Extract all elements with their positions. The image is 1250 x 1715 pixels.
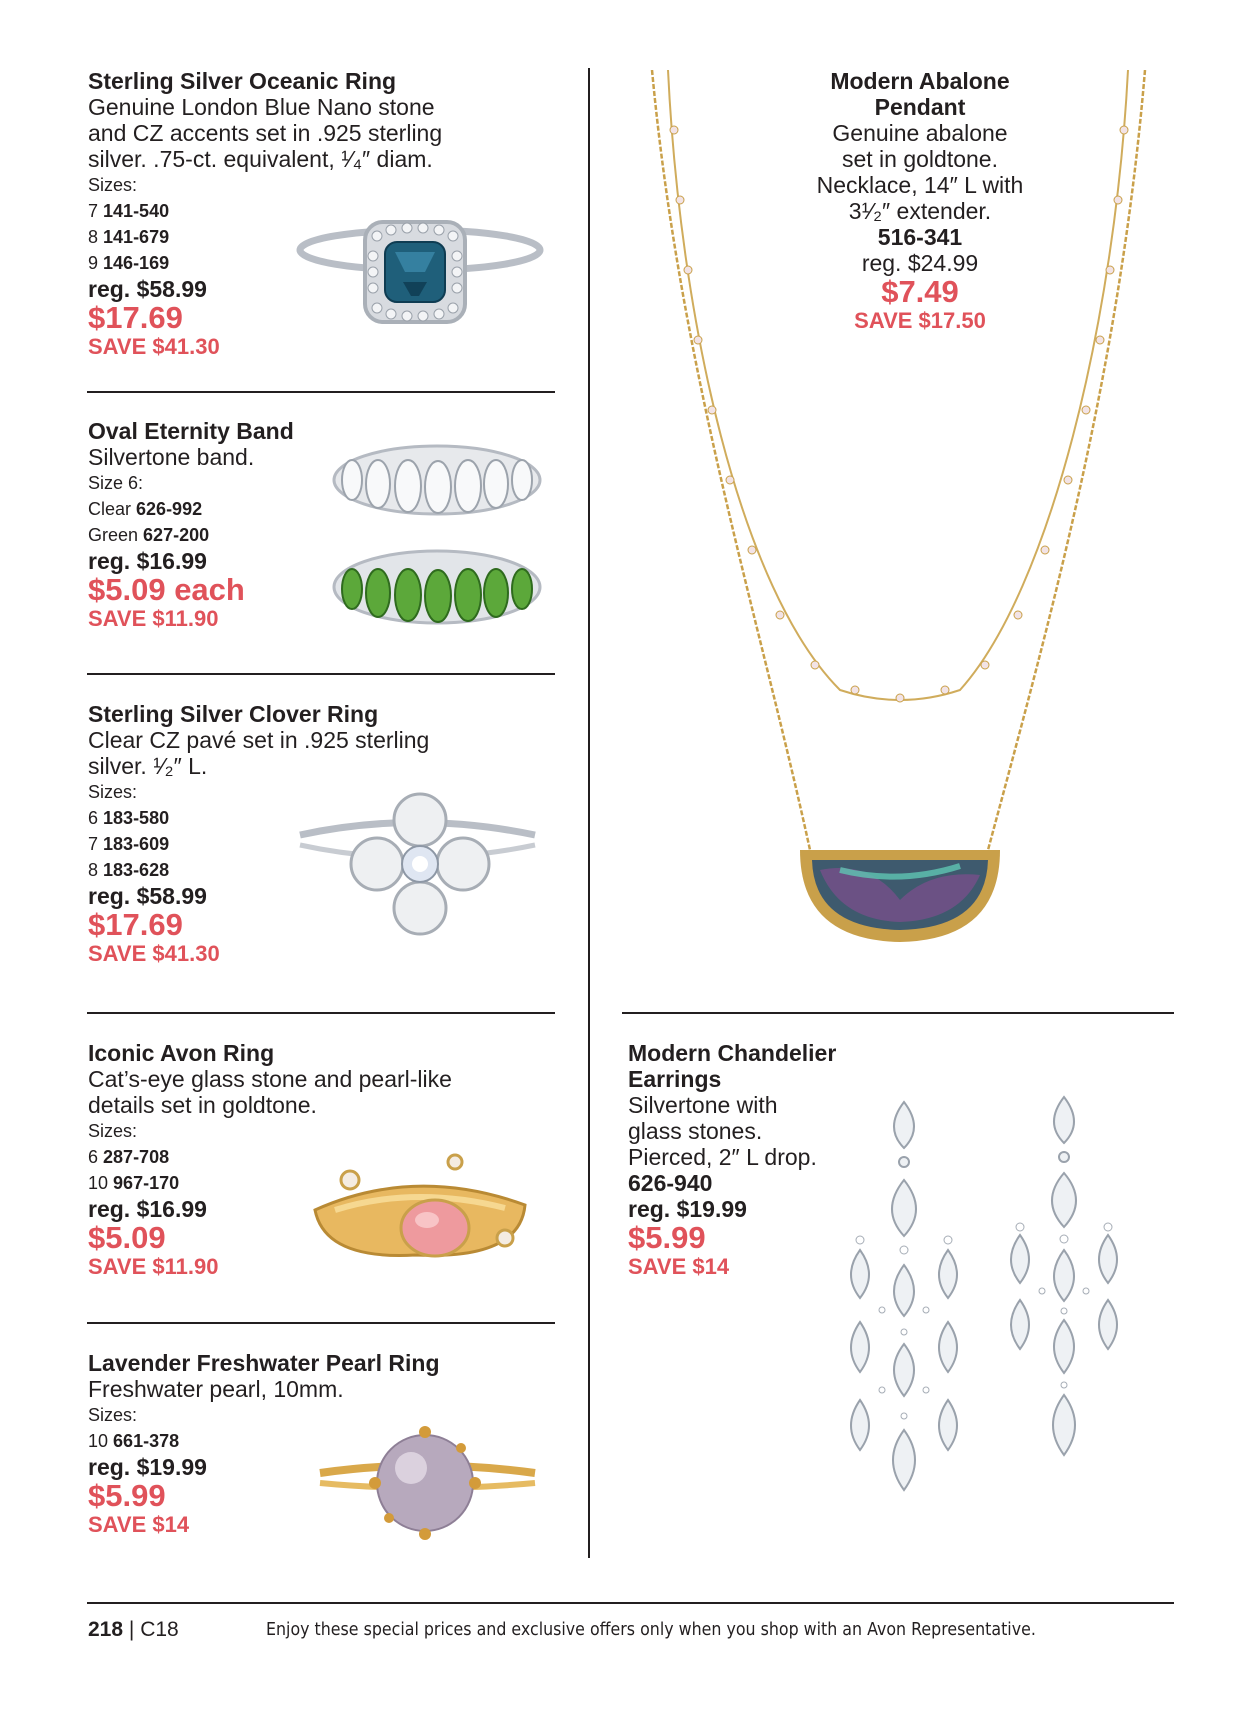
product-desc-line: Silvertone band. xyxy=(88,444,255,470)
regular-price: reg. $16.99 xyxy=(88,548,207,574)
product-desc-line: silver. .75-ct. equivalent, ¹⁄₄″ diam. xyxy=(88,146,433,172)
product-desc-line: Necklace, 14″ L with xyxy=(816,172,1024,198)
savings: SAVE $14 xyxy=(628,1254,730,1279)
sizes-label: Sizes: xyxy=(88,1121,138,1141)
footer-tagline: Enjoy these special prices and exclusive offers only when you shop with an Avon Representative. xyxy=(266,1619,1036,1640)
option-label: 7 xyxy=(88,201,99,221)
option-label: 6 xyxy=(88,1147,99,1167)
item-code: 146-169 xyxy=(103,253,170,273)
separator: | xyxy=(128,1618,135,1641)
item-code: 967-170 xyxy=(113,1173,180,1193)
sale-price: $5.99 xyxy=(88,1478,166,1513)
sizes-label: Sizes: xyxy=(88,175,138,195)
product-desc-line: 3¹⁄₂″ extender. xyxy=(848,198,992,224)
item-code: 626-992 xyxy=(136,499,203,519)
eternity-band-clear-image xyxy=(330,440,545,520)
regular-price: reg. $58.99 xyxy=(88,276,207,302)
item-code: 141-540 xyxy=(103,201,170,221)
option-label: 9 xyxy=(88,253,99,273)
divider xyxy=(87,391,555,393)
savings: SAVE $11.90 xyxy=(88,606,219,631)
product-desc-line: set in goldtone. xyxy=(841,146,998,172)
clover-ring-image xyxy=(295,790,540,940)
earring-right-image xyxy=(1000,1095,1140,1475)
savings: SAVE $17.50 xyxy=(854,308,986,333)
divider xyxy=(87,673,555,675)
savings: SAVE $11.90 xyxy=(88,1254,219,1279)
item-code: 516-341 xyxy=(877,224,963,250)
regular-price: reg. $19.99 xyxy=(88,1454,207,1480)
product-title: Oval Eternity Band xyxy=(88,418,294,444)
sizes-label: Size 6: xyxy=(88,473,144,493)
product-desc-line: Cat’s-eye glass stone and pearl-like xyxy=(88,1066,452,1092)
item-code: 661-378 xyxy=(113,1431,180,1451)
iconic-ring-image xyxy=(305,1150,535,1275)
divider xyxy=(87,1322,555,1324)
product-desc-line: Genuine London Blue Nano stone xyxy=(88,94,435,120)
column-divider xyxy=(588,68,590,1558)
sizes-label: Sizes: xyxy=(88,782,138,802)
sizes-label: Sizes: xyxy=(88,1405,138,1425)
pendant-copy xyxy=(775,68,1065,334)
product-title: Modern Chandelier xyxy=(628,1040,837,1066)
option-label: 10 xyxy=(88,1431,109,1451)
product-desc-line: Silvertone with xyxy=(628,1092,778,1118)
product-title: Earrings xyxy=(628,1066,722,1092)
campaign-number: C18 xyxy=(140,1618,179,1641)
regular-price: reg. $58.99 xyxy=(88,883,207,909)
product-desc-line: Clear CZ pavé set in .925 sterling xyxy=(88,727,430,753)
product-title: Sterling Silver Oceanic Ring xyxy=(88,68,397,94)
item-code: 183-628 xyxy=(103,860,170,880)
oceanic-ring-image xyxy=(295,208,545,328)
product-desc-line: details set in goldtone. xyxy=(88,1092,317,1118)
option-label: 6 xyxy=(88,808,99,828)
product-title: Modern Abalone xyxy=(830,68,1010,94)
product-desc-line: and CZ accents set in .925 sterling xyxy=(88,120,443,146)
product-title: Sterling Silver Clover Ring xyxy=(88,701,379,727)
item-code: 183-580 xyxy=(103,808,170,828)
page-number-row xyxy=(88,1617,179,1643)
product-title: Iconic Avon Ring xyxy=(88,1040,275,1066)
product-desc-line: Freshwater pearl, 10mm. xyxy=(88,1376,344,1402)
earring-left-image xyxy=(840,1100,980,1530)
option-label: Clear xyxy=(88,499,132,519)
regular-price: reg. $16.99 xyxy=(88,1196,207,1222)
pearl-ring-image xyxy=(315,1418,540,1553)
regular-price: reg. $19.99 xyxy=(628,1196,747,1222)
item-code: 141-679 xyxy=(103,227,170,247)
sale-price: $5.09 each xyxy=(88,572,245,607)
savings: SAVE $14 xyxy=(88,1512,190,1537)
eternity-band-green-image xyxy=(330,545,545,630)
product-desc-line: Genuine abalone xyxy=(832,120,1008,146)
divider xyxy=(622,1012,1174,1014)
option-label: Green xyxy=(88,525,139,545)
sale-price: $7.49 xyxy=(881,274,959,309)
item-code: 626-940 xyxy=(628,1170,713,1196)
item-code: 627-200 xyxy=(143,525,210,545)
product-title: Pendant xyxy=(874,94,966,120)
divider xyxy=(87,1012,555,1014)
sale-price: $17.69 xyxy=(88,907,183,942)
savings: SAVE $41.30 xyxy=(88,334,220,359)
option-label: 10 xyxy=(88,1173,109,1193)
product-title: Lavender Freshwater Pearl Ring xyxy=(88,1350,440,1376)
sale-price: $5.99 xyxy=(628,1220,706,1255)
product-desc-line: silver. ¹⁄₂″ L. xyxy=(88,753,208,779)
option-label: 8 xyxy=(88,860,99,880)
footer-rule xyxy=(87,1602,1174,1604)
regular-price: reg. $24.99 xyxy=(861,250,979,276)
sale-price: $17.69 xyxy=(88,300,183,335)
savings: SAVE $41.30 xyxy=(88,941,220,966)
sale-price: $5.09 xyxy=(88,1220,166,1255)
page-number: 218 xyxy=(88,1618,124,1641)
product-desc-line: glass stones. xyxy=(628,1118,763,1144)
product-desc-line: Pierced, 2″ L drop. xyxy=(628,1144,817,1170)
option-label: 7 xyxy=(88,834,99,854)
item-code: 183-609 xyxy=(103,834,170,854)
item-code: 287-708 xyxy=(103,1147,170,1167)
option-label: 8 xyxy=(88,227,99,247)
